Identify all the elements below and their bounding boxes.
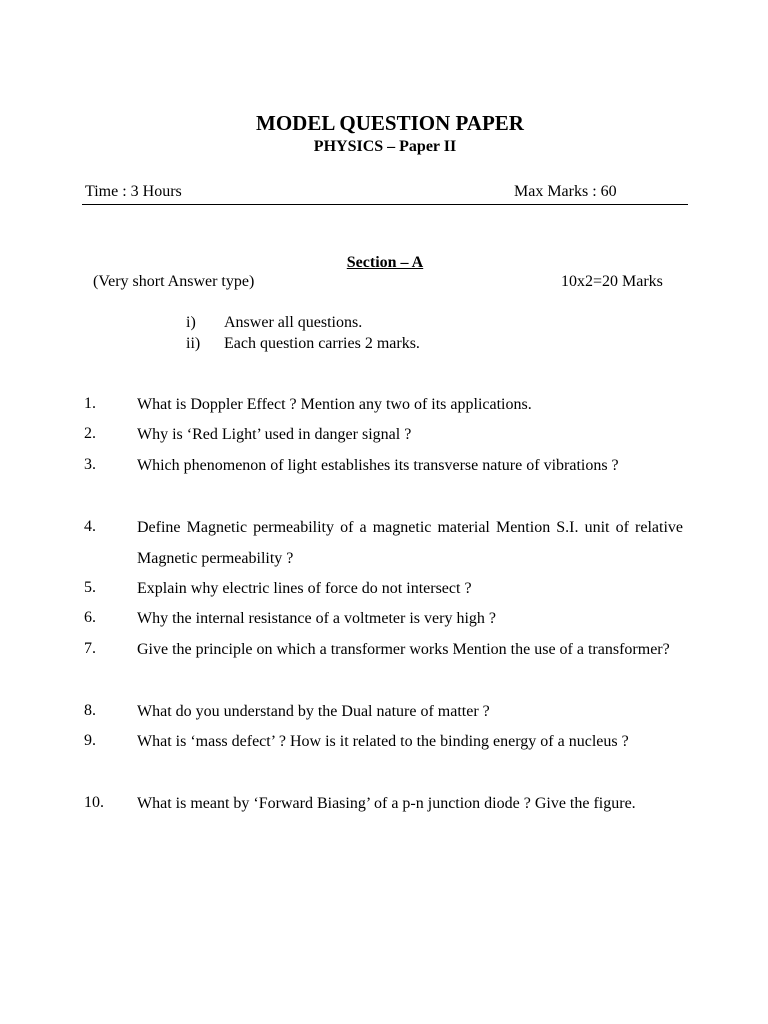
paper-subtitle: PHYSICS – Paper II	[313, 138, 457, 155]
instruction-text: Answer all questions.	[224, 314, 363, 331]
question-text: Explain why electric lines of force do not intersect ?	[137, 580, 472, 597]
max-marks-label: Max Marks : 60	[514, 183, 617, 200]
question-text: What do you understand by the Dual nature of matter ?	[137, 703, 490, 720]
header-divider	[82, 204, 688, 205]
question-text: What is meant by ‘Forward Biasing’ of a p-n junction diode ? Give the figure.	[137, 795, 636, 812]
question-number: 3.	[84, 456, 96, 473]
section-marks: 10x2=20 Marks	[561, 273, 663, 290]
question-text: Which phenomenon of light establishes its transverse nature of vibrations ?	[137, 457, 619, 474]
instruction-item	[186, 313, 362, 333]
question-number: 1.	[84, 395, 96, 412]
question-number: 9.	[84, 732, 96, 749]
question-number: 10.	[84, 794, 104, 811]
section-type: (Very short Answer type)	[93, 273, 255, 290]
question-number: 6.	[84, 609, 96, 626]
question-number: 2.	[84, 425, 96, 442]
question-number: 7.	[84, 640, 96, 657]
time-label: Time : 3 Hours	[85, 183, 182, 200]
instruction-number: i)	[186, 314, 196, 331]
section-title: Section – A	[346, 254, 424, 271]
question-number: 8.	[84, 702, 96, 719]
question-text: What is Doppler Effect ? Mention any two of its applications.	[137, 396, 532, 413]
instruction-item	[186, 334, 420, 354]
instruction-number: ii)	[186, 335, 201, 352]
question-number: 4.	[84, 518, 96, 535]
question-text: Why is ‘Red Light’ used in danger signal ?	[137, 426, 412, 443]
question-number: 5.	[84, 579, 96, 596]
instruction-text: Each question carries 2 marks.	[224, 335, 420, 352]
paper-title: MODEL QUESTION PAPER	[256, 111, 524, 135]
question-text: Define Magnetic permeability of a magnetic material Mention S.I. unit of relative Magnetic permeability ?	[137, 519, 683, 567]
question-text: What is ‘mass defect’ ? How is it related to the binding energy of a nucleus ?	[137, 733, 629, 750]
question-text: Why the internal resistance of a voltmeter is very high ?	[137, 610, 496, 627]
question-text: Give the principle on which a transformer works Mention the use of a transformer?	[137, 641, 670, 658]
